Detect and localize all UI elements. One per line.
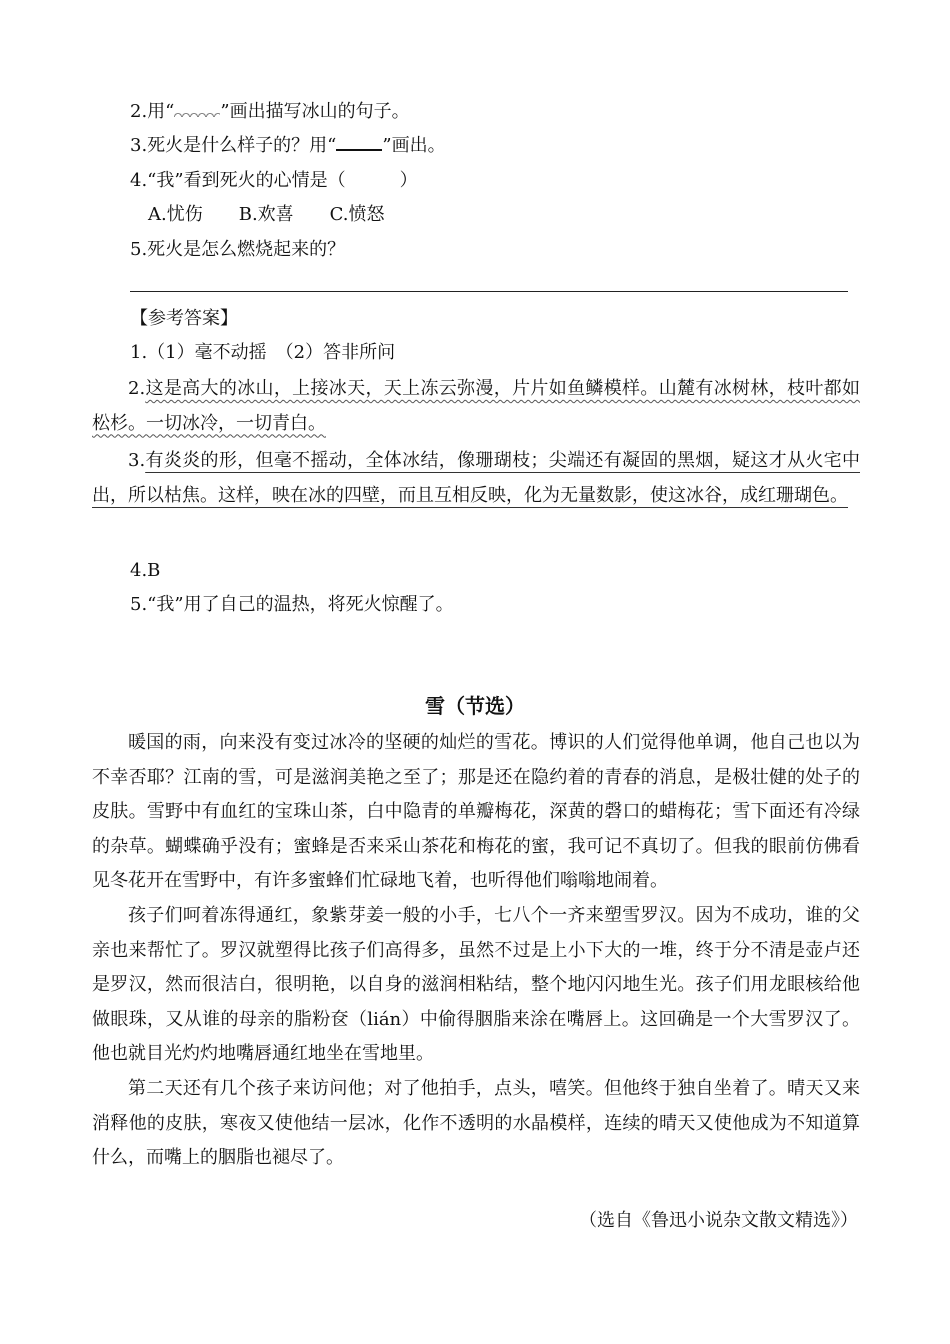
answer-3 <box>92 444 860 513</box>
answer-3-number: 3. <box>128 450 146 471</box>
article-paragraph-1: 暖国的雨，向来没有变过冰冷的坚硬的灿烂的雪花。博识的人们觉得他单调，他自己也以为不幸否耶？江南的雪，可是滋润美艳之至了；那是还在隐约着的青春的消息，是极壮健的处子的皮肤。雪野中有血红的宝珠山茶，白中隐青的单瓣梅花，深黄的磬口的蜡梅花；雪下面还有冷绿的杂草。蝴蝶确乎没有；蜜蜂是否来采山茶花和梅花的蜜，我可记不真切了。但我的眼前仿佛看见冬花开在雪野中，有许多蜜蜂们忙碌地飞着，也听得他们嗡嗡地闹着。 <box>92 732 860 892</box>
question-3 <box>130 134 446 158</box>
wavy-line-blank <box>174 103 220 117</box>
article-paragraph-3: 第二天还有几个孩子来访问他；对了他拍手，点头，嘻笑。但他终于独自坐着了。晴天又来消释他的皮肤，寒夜又使他结一层冰，化作不透明的水晶模样，连续的晴天又使他成为不知道算什么，而嘴上的胭脂也褪尽了。 <box>92 1078 860 1169</box>
answer-3-text: 有炎炎的形，但毫不摇动，全体冰结，像珊瑚枝；尖端还有凝固的黑烟，疑这才从火宅中出，所以枯焦。这样，映在冰的四壁，而且互相反映，化为无量数影，使这冰谷，成红珊瑚色。 <box>92 450 860 506</box>
question-3-text-start: 3.死火是什么样子的？用“ <box>130 135 337 156</box>
article-title: 雪（节选） <box>425 694 525 718</box>
section-divider <box>130 291 848 292</box>
article-source: （选自《鲁迅小说杂文散文精选》） <box>579 1210 858 1231</box>
question-2 <box>130 100 410 124</box>
answer-2 <box>92 372 860 441</box>
question-2-text-end: ”画出描写冰山的句子。 <box>220 101 410 122</box>
question-5: 5.死火是怎么燃烧起来的？ <box>130 239 346 260</box>
question-4-options: A.忧伤 B.欢喜 C.愤怒 <box>148 204 385 225</box>
answer-5: 5.“我”用了自己的温热，将死火惊醒了。 <box>130 594 454 615</box>
question-4: 4.“我”看到死火的心情是（ ） <box>130 170 418 191</box>
answer-2-text: 这是高大的冰山，上接冰天，天上冻云弥漫，片片如鱼鳞模样。山麓有冰树林，枝叶都如松杉。一切冰冷，一切青白。 <box>92 378 860 434</box>
answer-2-number: 2. <box>128 378 146 399</box>
question-3-text-end: ”画出。 <box>382 135 446 156</box>
answer-4: 4.B <box>130 560 161 581</box>
straight-line-blank <box>336 135 382 151</box>
question-2-text-start: 2.用“ <box>130 101 175 122</box>
answers-heading: 【参考答案】 <box>130 308 238 329</box>
article-paragraph-2: 孩子们呵着冻得通红，象紫芽姜一般的小手，七八个一齐来塑雪罗汉。因为不成功，谁的父亲也来帮忙了。罗汉就塑得比孩子们高得多，虽然不过是上小下大的一堆，终于分不清是壶卢还是罗汉，然而很洁白，很明艳，以自身的滋润相粘结，整个地闪闪地生光。孩子们用龙眼核给他做眼珠，又从谁的母亲的脂粉奁（lián）中偷得胭脂来涂在嘴唇上。这回确是一个大雪罗汉了。他也就目光灼灼地嘴唇通红地坐在雪地里。 <box>92 905 860 1065</box>
answer-1: 1.（1）毫不动摇 （2）答非所问 <box>130 342 396 363</box>
